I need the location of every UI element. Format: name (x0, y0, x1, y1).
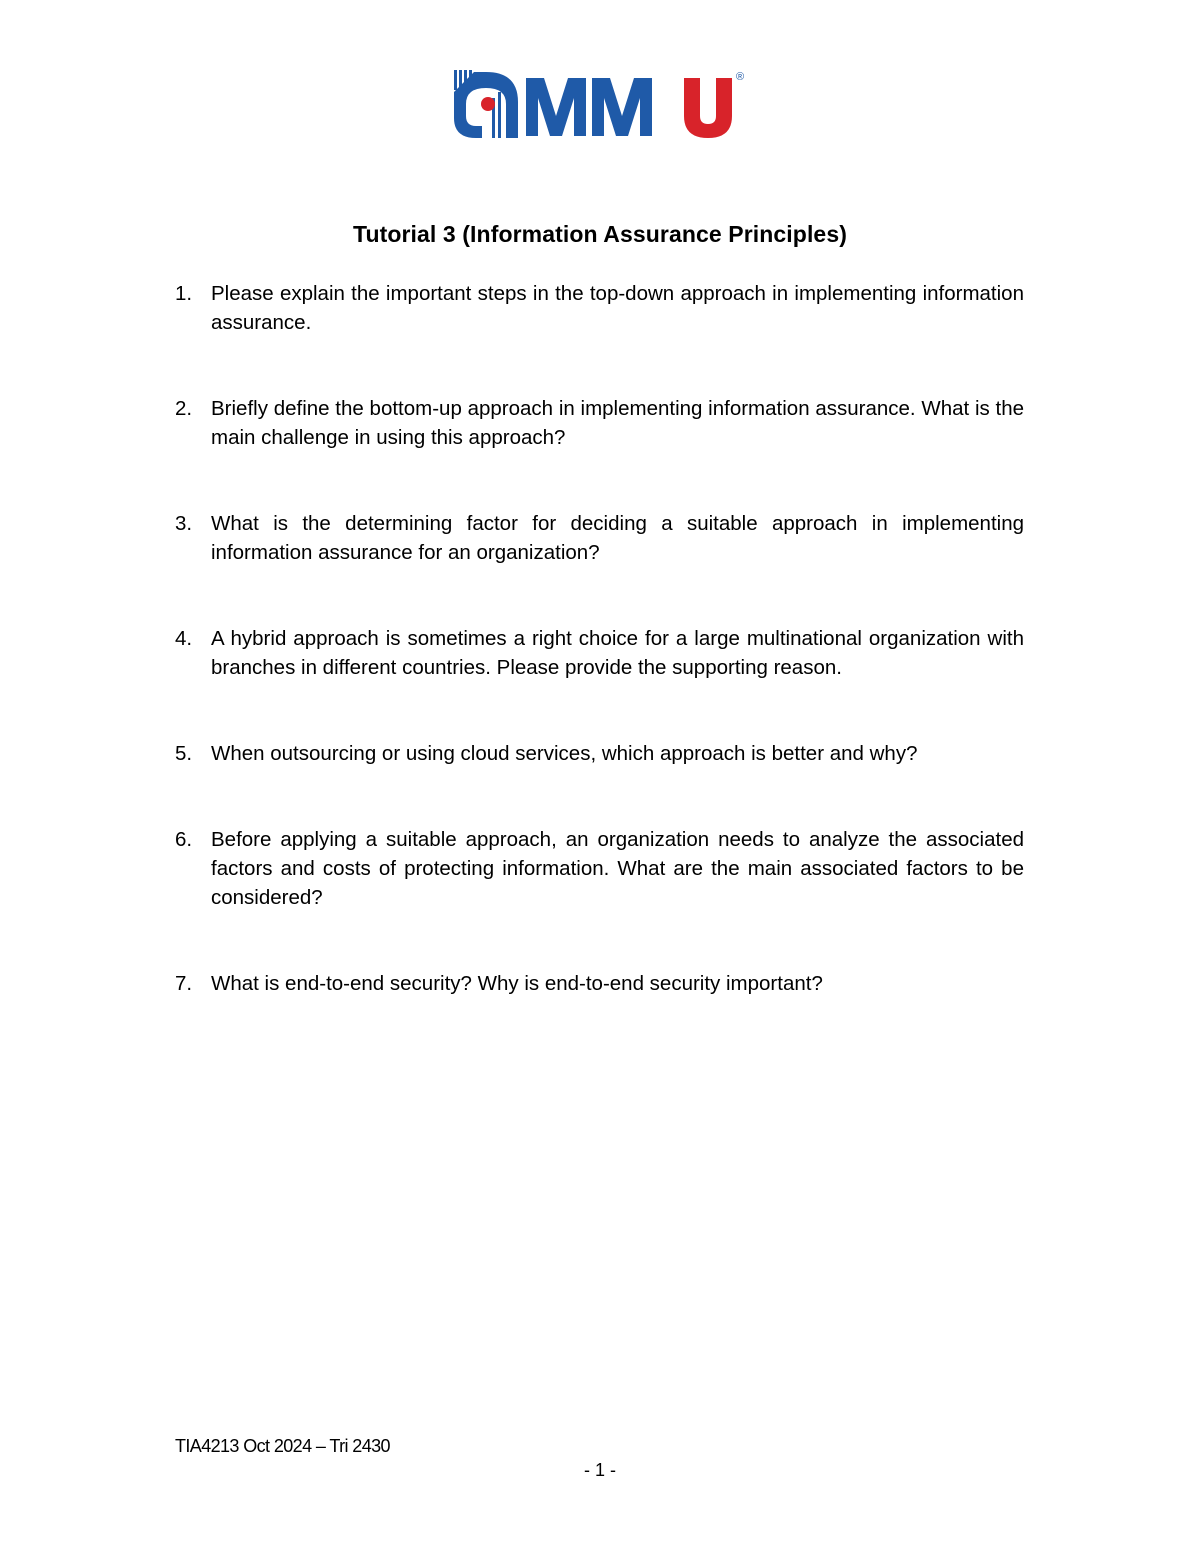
question-item-6 (175, 825, 1024, 912)
question-number: 2. (175, 397, 193, 420)
question-list (175, 279, 1024, 998)
question-item-3 (175, 509, 1024, 567)
question-item-7 (175, 969, 1024, 998)
question-item-5 (175, 739, 1024, 768)
question-item-2 (175, 394, 1024, 452)
page-number: - 1 - (583, 1460, 616, 1480)
question-item-4 (175, 624, 1024, 682)
question-number: 5. (175, 742, 193, 765)
question-number: 7. (175, 972, 193, 995)
svg-text:®: ® (736, 71, 745, 83)
tutorial-title: Tutorial 3 (Information Assurance Principles) (353, 221, 847, 247)
question-number: 4. (175, 627, 193, 650)
question-text: When outsourcing or using cloud services, which approach is better and why? (211, 742, 918, 765)
mmu-logo (452, 68, 752, 160)
question-number: 3. (175, 512, 193, 535)
question-text: What is the determining factor for deciding a suitable approach in implementing information assurance for an organization? (211, 512, 1024, 564)
footer-course-code: TIA4213 Oct 2024 – Tri 2430 (175, 1436, 390, 1456)
question-number: 6. (175, 828, 193, 851)
question-number: 1. (175, 282, 193, 305)
question-text: Briefly define the bottom-up approach in implementing information assurance. What is the main challenge in using this approach? (211, 397, 1024, 449)
question-text: Please explain the important steps in the top-down approach in implementing information assurance. (211, 282, 1024, 334)
question-text: Before applying a suitable approach, an organization needs to analyze the associated factors and costs of protecting information. What are the main associated factors to be considered? (211, 828, 1024, 909)
question-text: What is end-to-end security? Why is end-to-end security important? (211, 972, 823, 995)
question-text: A hybrid approach is sometimes a right choice for a large multinational organization with branches in different countries. Please provide the supporting reason. (211, 627, 1024, 679)
question-item-1 (175, 279, 1024, 337)
